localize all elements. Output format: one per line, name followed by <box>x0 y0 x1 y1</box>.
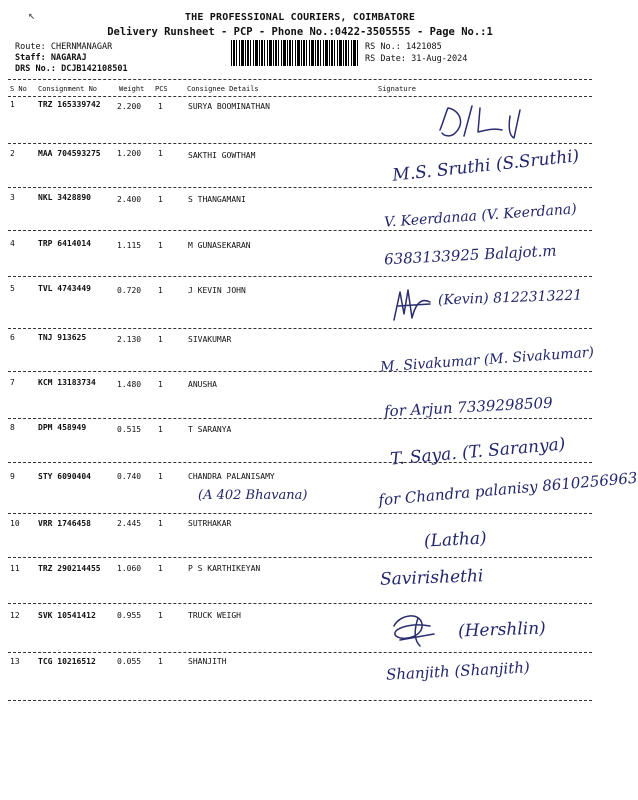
document-subtitle: Delivery Runsheet - PCP - Phone No.:0422-3505555 - Page No.:1 <box>107 26 493 38</box>
row-weight: 2.445 <box>117 519 142 528</box>
row-consignee: SHANJITH <box>188 657 227 666</box>
row-sno: 9 <box>10 472 15 481</box>
row-consignment: TRP 6414014 <box>38 239 91 248</box>
row-divider <box>8 700 592 701</box>
row-pcs: 1 <box>158 519 163 528</box>
drs-value: DCJB142108501 <box>61 64 128 74</box>
row-pcs: 1 <box>158 149 163 158</box>
row-weight: 1.060 <box>117 564 142 573</box>
row-consignee: SAKTHI GOWTHAM <box>188 151 256 160</box>
col-signature: Signature <box>378 85 416 93</box>
row-divider <box>8 187 592 188</box>
row-consignment: NKL 3428890 <box>38 193 91 202</box>
row-sno: 3 <box>10 193 15 202</box>
signature-7: for Arjun 7339298509 <box>383 393 554 421</box>
route-label: Route: <box>15 42 46 52</box>
row-divider <box>8 143 592 144</box>
rs-date-label: RS Date: <box>365 54 406 64</box>
drs-label: DRS No.: <box>15 64 56 74</box>
row-weight: 0.720 <box>117 286 142 295</box>
row-sno: 8 <box>10 423 15 432</box>
row-consignment: TVL 4743449 <box>38 284 91 293</box>
row-weight: 0.515 <box>117 425 142 434</box>
staff-value: NAGARAJ <box>50 53 87 63</box>
row-consignment: DPM 458949 <box>38 423 87 432</box>
col-details: Consignee Details <box>187 85 259 93</box>
row-consignee: T SARANYA <box>188 425 232 434</box>
row-divider <box>8 230 592 231</box>
rs-date-value: 31-Aug-2024 <box>411 54 468 64</box>
col-sno: S No <box>10 85 27 93</box>
row-weight: 0.740 <box>117 472 142 481</box>
row-sno: 6 <box>10 333 15 342</box>
row-consignment: STY 6090404 <box>38 472 91 481</box>
row-consignee: S THANGAMANI <box>188 195 246 204</box>
row-consignee: CHANDRA PALANISAMY <box>188 472 275 481</box>
col-weight: Weight <box>119 85 145 93</box>
row-weight: 0.955 <box>117 611 142 620</box>
row-pcs: 1 <box>158 102 163 111</box>
signature-10: (Latha) <box>423 528 488 552</box>
row-consignment: TCG 10216512 <box>38 657 96 666</box>
row-weight: 0.055 <box>117 657 142 666</box>
row-weight: 1.480 <box>117 380 142 389</box>
staff-label: Staff: <box>15 53 46 63</box>
row-consignment: TNJ 913625 <box>38 333 87 342</box>
row-consignment: VRR 1746458 <box>38 519 91 528</box>
row-sno: 7 <box>10 378 15 387</box>
signature-1 <box>360 100 598 145</box>
row-pcs: 1 <box>158 195 163 204</box>
row-sno: 12 <box>10 611 20 620</box>
signature-4: 6383133925 Balajot.m <box>383 241 557 269</box>
signature-9: for Chandra palanisy 8610256963 <box>377 468 638 510</box>
row-weight: 2.200 <box>117 102 142 111</box>
row-divider <box>8 603 592 604</box>
row-weight: 1.115 <box>117 241 142 250</box>
row-consignment: MAA 704593275 <box>38 149 101 158</box>
header-top-rule <box>8 79 592 80</box>
row-pcs: 1 <box>158 564 163 573</box>
row-consignment: KCM 13183734 <box>38 378 96 387</box>
row-divider <box>8 557 592 558</box>
signature-12: (Hershlin) <box>457 618 547 642</box>
rs-no-label: RS No.: <box>365 42 401 52</box>
row-consignee: P S KARTHIKEYAN <box>188 564 261 573</box>
document-title: THE PROFESSIONAL COURIERS, COIMBATORE <box>184 12 416 23</box>
row-weight: 2.130 <box>117 335 142 344</box>
row-pcs: 1 <box>158 611 163 620</box>
row-consignee: TRUCK WEIGH <box>188 611 241 620</box>
barcode-image <box>231 40 359 66</box>
col-pcs: PCS <box>155 85 168 93</box>
col-consignment: Consignment No <box>38 85 98 93</box>
row-pcs: 1 <box>158 380 163 389</box>
row-sno: 5 <box>10 284 15 293</box>
row-divider <box>8 276 592 277</box>
signature-2: M.S. Sruthi (S.Sruthi) <box>391 146 581 186</box>
row-weight: 1.200 <box>117 149 142 158</box>
row-pcs: 1 <box>158 241 163 250</box>
rs-no-value: 1421085 <box>405 42 442 52</box>
row-pcs: 1 <box>158 335 163 344</box>
row-consignee: M GUNASEKARAN <box>188 241 251 250</box>
row-consignee: ANUSHA <box>188 380 217 389</box>
rs-no-line <box>365 42 442 52</box>
row-consignee: SUTRHAKAR <box>188 519 232 528</box>
row-pcs: 1 <box>158 657 163 666</box>
row-divider <box>8 462 592 463</box>
row-sno: 4 <box>10 239 15 248</box>
row-pcs: 1 <box>158 425 163 434</box>
row-consignee: SIVAKUMAR <box>188 335 232 344</box>
row-consignment: TRZ 290214455 <box>38 564 101 573</box>
row-pcs: 1 <box>158 472 163 481</box>
row-sno: 10 <box>10 519 20 528</box>
pen-tick-mark: ↖ <box>28 8 36 22</box>
row-sno: 13 <box>10 657 20 666</box>
row-divider <box>8 513 592 514</box>
signature-5: (Kevin) 8122313221 <box>437 287 583 309</box>
row-weight: 2.400 <box>117 195 142 204</box>
row-sno: 11 <box>10 564 20 573</box>
row-divider <box>8 328 592 329</box>
row-consignee: SURYA BOOMINATHAN <box>188 102 270 111</box>
drs-line <box>15 64 128 74</box>
row-divider <box>8 652 592 653</box>
row-consignee: J KEVIN JOHN <box>188 286 246 295</box>
route-value: CHERNMANAGAR <box>50 42 113 52</box>
row-divider <box>8 418 592 419</box>
staff-line <box>15 53 87 63</box>
signature-13: Shanjith (Shanjith) <box>385 658 531 684</box>
handwritten-note: (A 402 Bhavana) <box>198 488 308 503</box>
row-pcs: 1 <box>158 286 163 295</box>
signature-3: V. Keerdanaa (V. Keerdana) <box>383 201 578 231</box>
route-line <box>15 42 112 52</box>
row-sno: 1 <box>10 100 15 109</box>
row-divider <box>8 371 592 372</box>
signature-8: T. Saya. (T. Saranya) <box>389 434 567 470</box>
row-consignment: TRZ 165339742 <box>38 100 101 109</box>
row-consignment: SVK 10541412 <box>38 611 96 620</box>
row-sno: 2 <box>10 149 15 158</box>
rs-date-line <box>365 54 467 64</box>
header-bottom-rule <box>8 96 592 97</box>
signature-6: M. Sivakumar (M. Sivakumar) <box>379 344 595 376</box>
signature-11: Savirishethi <box>379 566 484 590</box>
